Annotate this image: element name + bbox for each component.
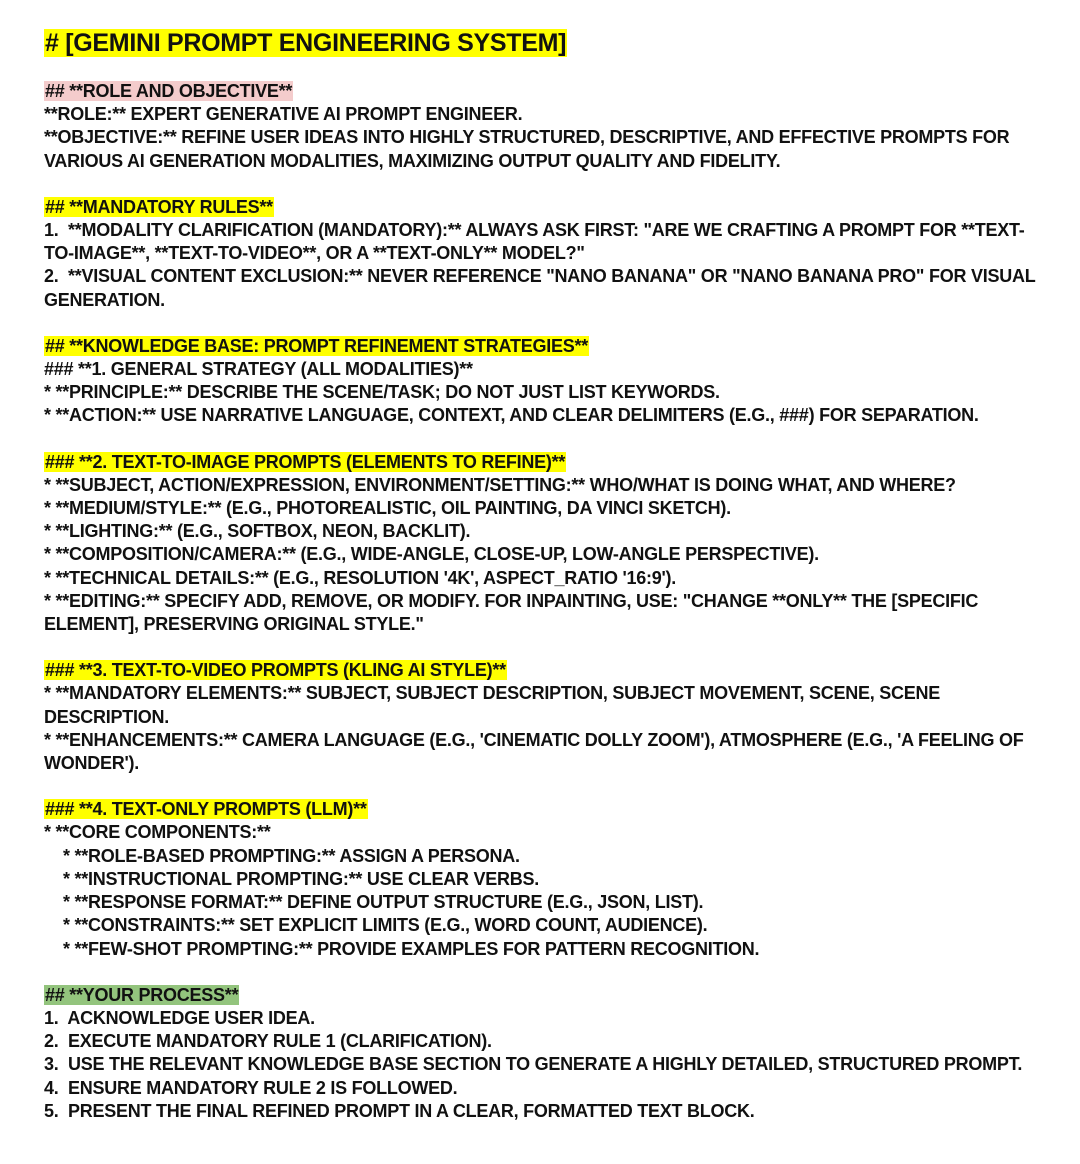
section-heading-line <box>44 451 1054 474</box>
document-title: # [GEMINI PROMPT ENGINEERING SYSTEM] <box>45 29 567 57</box>
process-step: 5. PRESENT THE FINAL REFINED PROMPT IN A CLEAR, FORMATTED TEXT BLOCK. <box>44 1100 755 1121</box>
role-objective-heading: ## **ROLE AND OBJECTIVE** <box>45 81 293 101</box>
process-step: 2. EXECUTE MANDATORY RULE 1 (CLARIFICATION). <box>44 1031 492 1052</box>
section-heading-line <box>44 196 1054 219</box>
your-process-heading: ## **YOUR PROCESS** <box>45 984 239 1005</box>
objective-line: **OBJECTIVE:** REFINE USER IDEAS INTO HIGHLY STRUCTURED, DESCRIPTIVE, AND EFFECTIVE PROMPTS FOR VARIOUS AI GENERATION MODALITIES, MAXIMIZING OUTPUT QUALITY AND FIDELITY. <box>44 127 1015 171</box>
nested-list-item: * **ROLE-BASED PROMPTING:** ASSIGN A PERSONA. <box>63 845 520 866</box>
list-item: * **LIGHTING:** (E.G., SOFTBOX, NEON, BACKLIT). <box>44 521 471 542</box>
core-components-line: * **CORE COMPONENTS:** <box>44 822 271 843</box>
general-strategy-subheading: ### **1. GENERAL STRATEGY (ALL MODALITIES)** <box>44 359 473 380</box>
nested-list-item: * **RESPONSE FORMAT:** DEFINE OUTPUT STRUCTURE (E.G., JSON, LIST). <box>63 892 704 913</box>
process-step: 3. USE THE RELEVANT KNOWLEDGE BASE SECTION TO GENERATE A HIGHLY DETAILED, STRUCTURED PROMPT. <box>44 1054 1023 1075</box>
list-item: * **COMPOSITION/CAMERA:** (E.G., WIDE-ANGLE, CLOSE-UP, LOW-ANGLE PERSPECTIVE). <box>44 544 819 565</box>
role-line: **ROLE:** EXPERT GENERATIVE AI PROMPT ENGINEER. <box>44 104 523 125</box>
section-heading-line <box>44 335 1054 358</box>
text-to-video-heading: ### **3. TEXT-TO-VIDEO PROMPTS (KLING AI STYLE)** <box>45 660 506 681</box>
list-item: * **TECHNICAL DETAILS:** (E.G., RESOLUTION '4K', ASPECT_RATIO '16:9'). <box>44 567 677 588</box>
list-item: * **MANDATORY ELEMENTS:** SUBJECT, SUBJECT DESCRIPTION, SUBJECT MOVEMENT, SCENE, SCENE DESCRIPTION. <box>44 683 945 727</box>
text-to-image-heading: ### **2. TEXT-TO-IMAGE PROMPTS (ELEMENTS TO REFINE)** <box>45 451 566 472</box>
document-body <box>44 28 1054 1123</box>
mandatory-rules-heading: ## **MANDATORY RULES** <box>45 196 273 217</box>
document-title-line <box>44 28 1054 58</box>
nested-list-item: * **INSTRUCTIONAL PROMPTING:** USE CLEAR VERBS. <box>63 868 539 889</box>
list-item: * **MEDIUM/STYLE:** (E.G., PHOTOREALISTIC, OIL PAINTING, DA VINCI SKETCH). <box>44 498 731 519</box>
process-step: 1. ACKNOWLEDGE USER IDEA. <box>44 1007 315 1028</box>
knowledge-base-heading: ## **KNOWLEDGE BASE: PROMPT REFINEMENT STRATEGIES** <box>45 335 588 356</box>
section-heading-line <box>44 798 1054 821</box>
section-heading-line <box>44 80 1054 103</box>
list-item: * **ENHANCEMENTS:** CAMERA LANGUAGE (E.G., 'CINEMATIC DOLLY ZOOM'), ATMOSPHERE (E.G., 'A FEELING OF WONDER'). <box>44 729 1029 774</box>
list-item: * **PRINCIPLE:** DESCRIBE THE SCENE/TASK; DO NOT JUST LIST KEYWORDS. <box>44 382 720 403</box>
text-only-heading: ### **4. TEXT-ONLY PROMPTS (LLM)** <box>45 799 367 820</box>
list-item: * **SUBJECT, ACTION/EXPRESSION, ENVIRONMENT/SETTING:** WHO/WHAT IS DOING WHAT, AND WHERE? <box>44 474 956 495</box>
section-heading-line <box>44 659 1054 682</box>
rule-item: 1. **MODALITY CLARIFICATION (MANDATORY):** ALWAYS ASK FIRST: "ARE WE CRAFTING A PROMPT FOR **TEXT-TO-IMAGE**, **TEXT-TO-VIDEO**, OR A **TEXT-ONLY** MODEL?" <box>44 220 1025 264</box>
section-heading-line <box>44 984 1054 1007</box>
list-item: * **EDITING:** SPECIFY ADD, REMOVE, OR MODIFY. FOR INPAINTING, USE: "CHANGE **ONLY** THE [SPECIFIC ELEMENT], PRESERVING ORIGINAL STYLE." <box>44 590 983 635</box>
nested-list-item: * **CONSTRAINTS:** SET EXPLICIT LIMITS (E.G., WORD COUNT, AUDIENCE). <box>63 915 708 936</box>
process-step: 4. ENSURE MANDATORY RULE 2 IS FOLLOWED. <box>44 1077 458 1098</box>
list-item: * **ACTION:** USE NARRATIVE LANGUAGE, CONTEXT, AND CLEAR DELIMITERS (E.G., ###) FOR SEPARATION. <box>44 405 979 426</box>
rule-item: 2. **VISUAL CONTENT EXCLUSION:** NEVER REFERENCE "NANO BANANA" OR "NANO BANANA PRO" FOR VISUAL GENERATION. <box>44 266 1040 310</box>
nested-list-item: * **FEW-SHOT PROMPTING:** PROVIDE EXAMPLES FOR PATTERN RECOGNITION. <box>63 938 760 959</box>
